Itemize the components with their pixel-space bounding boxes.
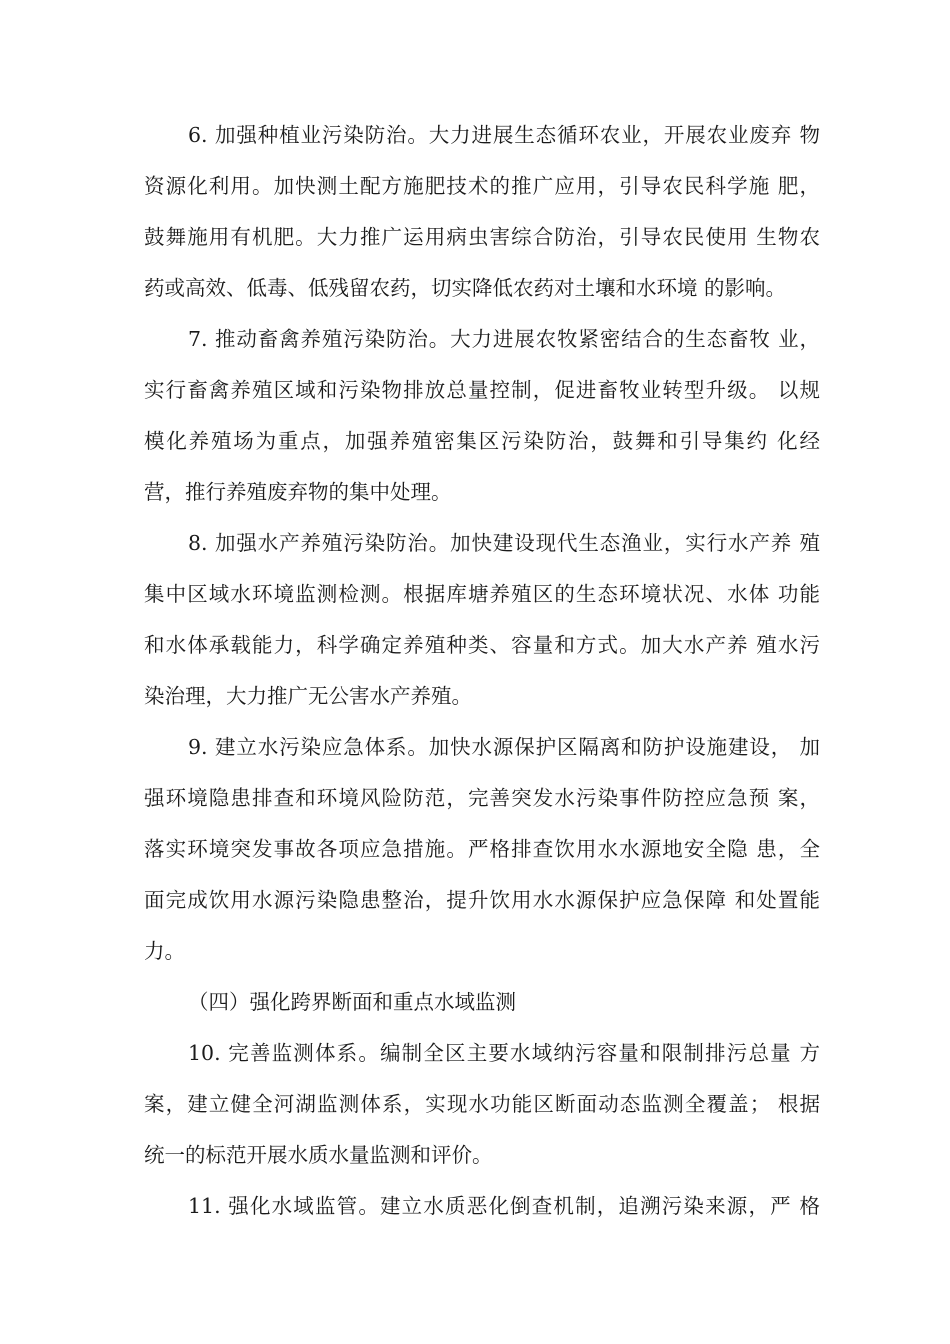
paragraph-8-line-1: 8. 加强水产养殖污染防治。加快建设现代生态渔业，实行水产养 殖 (188, 531, 820, 555)
paragraph-9-line-5: 力。 (144, 939, 185, 963)
paragraph-9-line-3: 落实环境突发事故各项应急措施。严格排查饮用水水源地安全隐 患，全 (144, 837, 820, 861)
paragraph-8-line-3: 和水体承载能力，科学确定养殖种类、容量和方式。加大水产养 殖水污 (144, 633, 820, 657)
paragraph-7-line-4: 营，推行养殖废弃物的集中处理。 (144, 480, 452, 504)
paragraph-8-line-4: 染治理，大力推广无公害水产养殖。 (144, 684, 472, 708)
section-heading: （四）强化跨界断面和重点水域监测 (188, 990, 516, 1014)
paragraph-9-line-1: 9. 建立水污染应急体系。加快水源保护区隔离和防护设施建设， 加 (188, 735, 820, 759)
paragraph-8-line-2: 集中区域水环境监测检测。根据库塘养殖区的生态环境状况、水体 功能 (144, 582, 820, 606)
paragraph-9-line-2: 强环境隐患排查和环境风险防范，完善突发水污染事件防控应急预 案， (144, 786, 820, 810)
paragraph-6-line-4: 药或高效、低毒、低残留农药，切实降低农药对土壤和水环境 的影响。 (144, 276, 787, 300)
paragraph-7-line-3: 模化养殖场为重点，加强养殖密集区污染防治，鼓舞和引导集约 化经 (144, 429, 820, 453)
paragraph-10-line-2: 案，建立健全河湖监测体系，实现水功能区断面动态监测全覆盖； 根据 (144, 1092, 820, 1116)
paragraph-6-line-1: 6. 加强种植业污染防治。大力进展生态循环农业，开展农业废弃 物 (188, 123, 820, 147)
paragraph-10-line-3: 统一的标范开展水质水量监测和评价。 (144, 1143, 493, 1167)
paragraph-7-line-1: 7. 推动畜禽养殖污染防治。大力进展农牧紧密结合的生态畜牧 业， (188, 327, 820, 351)
paragraph-7-line-2: 实行畜禽养殖区域和污染物排放总量控制，促进畜牧业转型升级。 以规 (144, 378, 820, 402)
paragraph-11-line-1: 11. 强化水域监管。建立水质恶化倒查机制，追溯污染来源，严 格 (188, 1194, 820, 1218)
paragraph-6-line-2: 资源化利用。加快测土配方施肥技术的推广应用，引导农民科学施 肥， (144, 174, 820, 198)
paragraph-6-line-3: 鼓舞施用有机肥。大力推广运用病虫害综合防治，引导农民使用 生物农 (144, 225, 820, 249)
paragraph-10-line-1: 10. 完善监测体系。编制全区主要水域纳污容量和限制排污总量 方 (188, 1041, 820, 1065)
paragraph-9-line-4: 面完成饮用水源污染隐患整治，提升饮用水水源保护应急保障 和处置能 (144, 888, 820, 912)
